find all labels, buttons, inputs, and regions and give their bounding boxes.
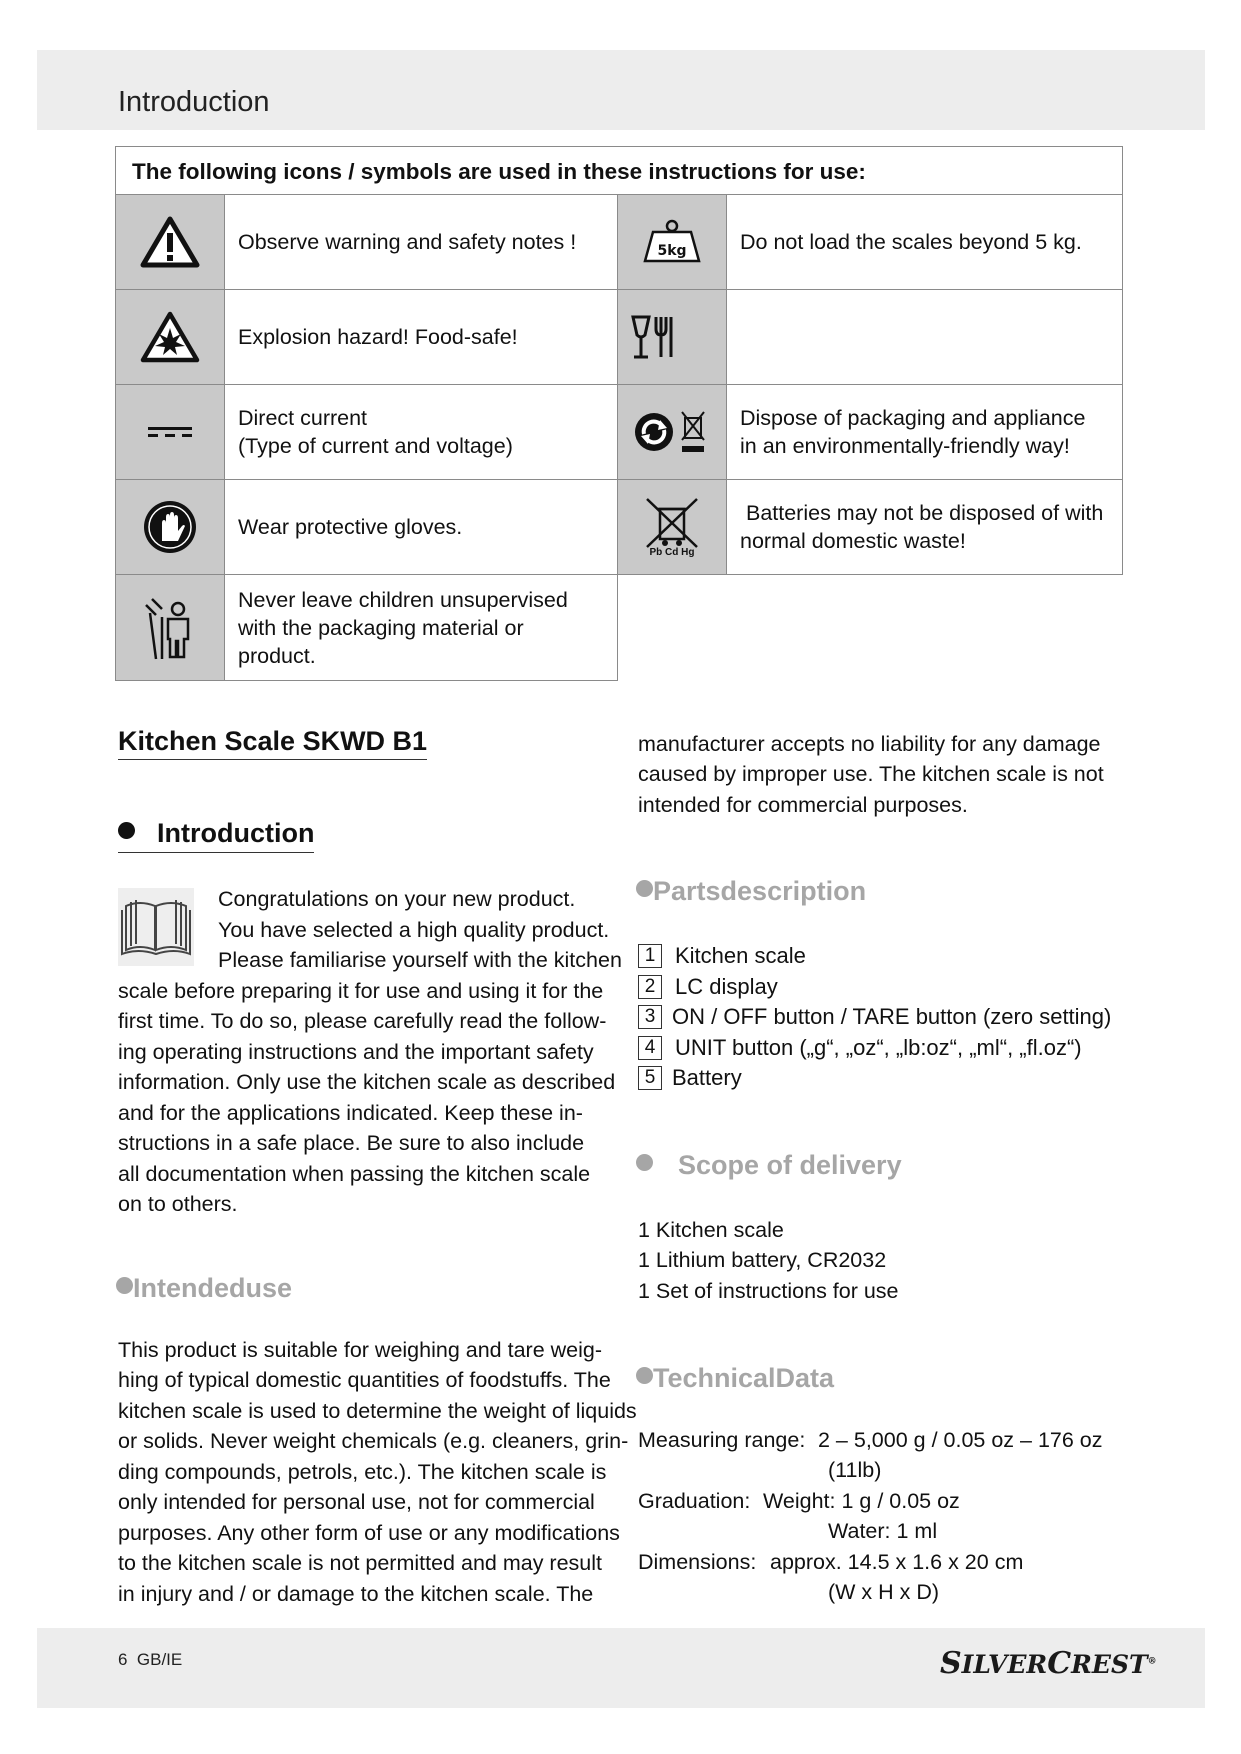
bullet-icon: [636, 880, 653, 897]
part-item: 3 ON / OFF button / TARE button (zero setting): [638, 1002, 1111, 1032]
weight-5kg-icon: [617, 194, 727, 290]
symbol-text: Explosion hazard! Food-safe!: [224, 289, 618, 385]
intro-line: information. Only use the kitchen scale as described: [118, 1070, 616, 1094]
bullet-icon: [116, 1277, 133, 1294]
part-number: 1: [638, 944, 662, 968]
intro-line: all documentation when passing the kitchen scale: [118, 1162, 591, 1186]
children-warning-icon: [115, 574, 225, 681]
intended-line: purposes. Any other form of use or any modifications: [118, 1521, 620, 1545]
part-item: 2 LC display: [638, 972, 778, 1002]
weight-icon-label: 5kg: [657, 243, 687, 259]
intro-line: scale before preparing it for use and using it for the: [118, 979, 604, 1003]
intended-line: This product is suitable for weighing and tare weig-: [118, 1338, 603, 1362]
delivery-item: 1 Lithium battery, CR2032: [638, 1248, 887, 1272]
explosion-hazard-icon: [115, 289, 225, 385]
intro-line: structions in a safe place. Be sure to also include: [118, 1131, 585, 1155]
intro-line: You have selected a high quality product.: [218, 918, 610, 942]
delivery-item: 1 Set of instructions for use: [638, 1279, 899, 1303]
intended-use-heading: Intendeduse: [116, 1273, 292, 1304]
intro-line: ing operating instructions and the important safety: [118, 1040, 594, 1064]
intended-continued-line: manufacturer accepts no liability for any damage: [638, 732, 1101, 756]
parts-description-heading: Partsdescription: [636, 876, 866, 907]
intro-line: and for the applications indicated. Keep these in-: [118, 1101, 583, 1125]
protective-gloves-icon: [115, 479, 225, 575]
intended-line: ding compounds, petrols, etc.). The kitchen scale is: [118, 1460, 607, 1484]
food-safe-icon: [617, 289, 727, 385]
symbol-text-empty: [726, 289, 1123, 385]
battery-icon-label: Pb Cd Hg: [649, 546, 695, 558]
part-number: 3: [638, 1005, 662, 1029]
tech-measuring-label: Measuring range:: [638, 1428, 806, 1452]
symbol-text: Direct current (Type of current and voltage): [224, 384, 618, 480]
page-number: 6 GB/IE: [118, 1650, 183, 1669]
brand-logo: SILVERCREST®: [940, 1646, 1157, 1681]
intro-line: on to others.: [118, 1192, 238, 1216]
bullet-icon: [636, 1154, 653, 1171]
tech-dimensions-value2: (W x H x D): [828, 1580, 940, 1604]
tech-graduation-value: Weight: 1 g / 0.05 oz: [763, 1489, 960, 1513]
tech-measuring-value: 2 – 5,000 g / 0.05 oz – 176 oz: [818, 1428, 1103, 1452]
technical-data-heading: TechnicalData: [636, 1363, 834, 1394]
recycling-icon: [617, 384, 727, 480]
tech-graduation-label: Graduation:: [638, 1489, 751, 1513]
intro-line: first time. To do so, please carefully read the follow-: [118, 1009, 607, 1033]
product-title: Kitchen Scale SKWD B1: [118, 726, 427, 760]
intended-continued-line: caused by improper use. The kitchen scale is not: [638, 762, 1104, 786]
symbol-text: Wear protective gloves.: [224, 479, 618, 575]
intended-line: kitchen scale is used to determine the weight of liquids: [118, 1399, 637, 1423]
intro-line: Congratulations on your new product.: [218, 887, 576, 911]
symbol-text: Batteries may not be disposed of with normal domestic waste!: [726, 479, 1123, 575]
symbol-text: Observe warning and safety notes !: [224, 194, 618, 290]
bullet-icon: [118, 822, 135, 839]
tech-dimensions-label: Dimensions:: [638, 1550, 757, 1574]
part-item: 1 Kitchen scale: [638, 941, 806, 971]
symbol-text: Never leave children unsupervised with the packaging material or product.: [224, 574, 618, 681]
symbols-table-heading: The following icons / symbols are used in these instructions for use:: [115, 146, 1123, 196]
warning-triangle-icon: [115, 194, 225, 290]
symbol-text: Do not load the scales beyond 5 kg.: [726, 194, 1123, 290]
part-number: 5: [638, 1066, 662, 1090]
part-number: 2: [638, 975, 662, 999]
intended-line: only intended for personal use, not for commercial: [118, 1490, 595, 1514]
battery-disposal-icon: [617, 479, 727, 575]
tech-graduation-value2: Water: 1 ml: [828, 1519, 938, 1543]
intended-continued-line: intended for commercial purposes.: [638, 793, 968, 817]
book-icon: [118, 888, 194, 966]
intended-line: or solids. Never weight chemicals (e.g. cleaners, grin-: [118, 1429, 629, 1453]
page-header-title: Introduction: [118, 86, 270, 118]
intended-line: to the kitchen scale is not permitted and may result: [118, 1551, 602, 1575]
bullet-icon: [636, 1367, 653, 1384]
scope-of-delivery-heading: Scope of delivery: [636, 1150, 902, 1181]
tech-measuring-value2: (11lb): [828, 1458, 882, 1482]
part-item: 5 Battery: [638, 1063, 742, 1093]
symbol-text: Dispose of packaging and appliance in an environmentally-friendly way!: [726, 384, 1123, 480]
part-number: 4: [638, 1036, 662, 1060]
introduction-heading: Introduction: [118, 818, 314, 853]
direct-current-icon: [115, 384, 225, 480]
intro-line: Please familiarise yourself with the kitchen: [218, 948, 622, 972]
part-item: 4 UNIT button („g“, „oz“, „lb:oz“, „ml“, „fl.oz“): [638, 1033, 1082, 1063]
tech-dimensions-value: approx. 14.5 x 1.6 x 20 cm: [770, 1550, 1024, 1574]
delivery-item: 1 Kitchen scale: [638, 1218, 784, 1242]
intended-line: hing of typical domestic quantities of foodstuffs. The: [118, 1368, 611, 1392]
intended-line: in injury and / or damage to the kitchen scale. The: [118, 1582, 594, 1606]
